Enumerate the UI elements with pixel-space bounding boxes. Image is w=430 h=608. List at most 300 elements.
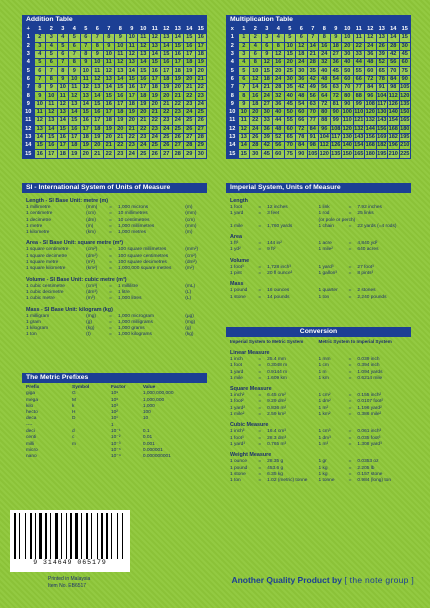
addition-cell: 5 [69,34,81,42]
addition-cell: 16 [126,84,138,92]
multiplication-cell: 15 [284,50,296,58]
conversion-cell: = [348,429,352,435]
multiplication-cell: 66 [296,117,308,125]
addition-cell: 24 [126,150,138,158]
multiplication-cell: 36 [365,50,377,58]
imperial-cell: 1 acre [318,241,332,247]
barcode-bar [17,513,18,559]
addition-cell: 15 [184,34,196,42]
multiplication-cell: 156 [365,134,375,140]
prefix-title: The Metric Prefixes [22,373,207,383]
multiplication-cell: 65 [284,133,296,141]
multiplication-header-cell: 13 [376,26,388,34]
imperial-cell: 1 foot³ [230,264,244,270]
addition-cell: 20 [161,92,173,100]
barcode-bar [55,513,58,559]
imperial-cell: = [348,264,352,270]
barcode-bar [106,513,108,559]
si-cell: 1 cubic metre [26,296,55,302]
addition-header-cell: 13 [172,26,184,34]
barcode-bar [48,513,49,559]
addition-cell: 20 [195,67,207,75]
multiplication-cell: 80 [342,92,354,100]
addition-cell: 25 [184,117,196,125]
si-cell: = [109,319,112,325]
si-cell: 1 decimetre [26,217,52,223]
multiplication-cell: 18 [250,100,262,108]
conversion-cell: 0.9144 m [267,369,288,375]
addition-cell: 17 [80,125,92,133]
multiplication-cell: 96 [365,92,377,100]
addition-cell: 15 [23,150,35,158]
addition-cell: 14 [57,117,69,125]
addition-cell: 21 [161,100,173,108]
conversion-cell: 1 inch [230,357,243,362]
prefix-body [22,383,207,463]
conversion-cell: 1 inch³ [230,429,245,435]
multiplication-cell: 25 [284,67,296,75]
conversion-cell: 1 yard [230,369,244,375]
si-cell: (g) [185,326,192,332]
addition-cell: 12 [126,50,138,58]
barcode-bar [68,513,69,559]
multiplication-cell: 48 [296,92,308,100]
multiplication-cell: 28 [388,42,400,50]
multiplication-cell: 15 [238,150,250,158]
conversion-row [230,442,407,448]
si-cell: (µg) [185,313,194,319]
multiplication-cell: 112 [319,142,329,149]
addition-cell: 28 [195,133,207,141]
barcode-bar [104,513,105,559]
multiplication-cell: 35 [307,67,319,75]
multiplication-cell: 135 [331,150,341,157]
imperial-cell: = [258,241,262,247]
multiplication-cell: 72 [365,75,377,83]
multiplication-cell: 39 [261,133,273,141]
multiplication-cell: 66 [353,75,365,83]
multiplication-row [227,75,411,83]
imperial-cell: 27 foot³ [357,264,374,270]
addition-cell: 22 [195,84,207,92]
multiplication-cell: 24 [296,59,308,67]
imperial-cell: 1 ton [318,294,330,300]
addition-table [22,25,207,159]
addition-header-cell: 4 [69,26,81,34]
conversion-cell: 0.3048 m [267,363,288,369]
addition-header-cell: 9 [126,26,138,34]
conversion-cell: 1 mile² [230,412,245,418]
multiplication-header-cell: 14 [388,26,400,34]
multiplication-cell: 56 [388,59,400,67]
multiplication-cell: 27 [330,50,342,58]
conversion-cell: 1 stone [230,471,246,477]
multiplication-cell: 54 [296,100,308,108]
multiplication-cell: 130 [377,109,387,116]
imperial-group-heading: Volume [230,257,250,264]
multiplication-cell: 14 [388,34,400,42]
addition-cell: 23 [126,142,138,150]
addition-cell: 25 [195,108,207,116]
si-row [26,230,203,236]
conversion-cell: = [258,412,262,418]
multiplication-row [227,42,411,50]
si-cell: (t) [86,332,91,338]
addition-cell: 4 [23,59,35,67]
addition-header-cell: 6 [92,26,104,34]
multiplication-cell: 180 [400,125,410,132]
si-cell: 1 metre [26,223,43,229]
imperial-cell: = [258,205,262,210]
multiplication-cell: 132 [354,125,364,132]
conversion-cell: = [258,465,262,471]
multiplication-cell: 10 [250,67,262,75]
multiplication-cell: 4 [250,42,262,50]
multiplication-cell: 40 [319,67,331,75]
multiplication-cell: 30 [284,75,296,83]
addition-cell: 17 [57,142,69,150]
multiplication-row [227,92,411,100]
multiplication-row [227,50,411,58]
addition-cell: 17 [46,150,58,158]
addition-cell: 14 [92,92,104,100]
multiplication-header-cell: 5 [284,26,296,34]
addition-row [23,59,207,67]
addition-cell: 8 [34,84,46,92]
addition-cell: 21 [138,117,150,125]
conversion-cell: = [258,369,262,375]
addition-cell: 15 [92,100,104,108]
addition-cell: 7 [69,50,81,58]
multiplication-cell: 130 [342,134,352,140]
si-cell: = [109,205,112,210]
addition-cell: 15 [69,117,81,125]
multiplication-cell: 63 [307,100,319,108]
multiplication-cell: 56 [273,142,285,150]
multiplication-cell: 21 [307,50,319,58]
prefix-cell: mega [26,397,38,403]
multiplication-cell: 169 [377,134,387,140]
addition-cell: 18 [57,150,69,158]
conversion-cell: = [348,369,352,375]
addition-cell: 11 [69,84,81,92]
conversion-cell: 1 cm [318,363,329,369]
multiplication-header-cell: 12 [365,26,377,34]
multiplication-cell: 45 [330,67,342,75]
prefix-cell: 10² [110,410,118,416]
multiplication-cell: 9 [330,34,342,42]
prefix-cell: 0.000001 [142,447,163,453]
conversion-cell: = [258,441,262,447]
addition-cell: 14 [80,100,92,108]
si-cell: (dm³) [86,289,98,295]
barcode-bar [75,513,78,559]
conversion-section [226,327,411,484]
multiplication-title: Multiplication Table [226,15,411,25]
conversion-cell: 0.155 inch² [357,393,382,399]
imperial-cell: = [348,288,352,294]
multiplication-cell: 50 [342,67,354,75]
addition-cell: 28 [172,150,184,158]
imperial-cell: 1 chain [318,223,334,229]
si-cell: (mg) [86,313,97,319]
addition-cell: 6 [23,75,35,83]
si-cell: 1,000 millimetres [118,223,155,229]
barcode-bar [93,513,96,559]
conversion-cell: 1 m [318,369,327,375]
addition-cell: 8 [23,92,35,100]
si-cell: = [109,211,112,217]
multiplication-cell: 70 [342,84,354,92]
addition-cell: 25 [172,125,184,133]
barcode-bar [37,513,38,559]
prefix-cell: 10⁹ [110,391,119,397]
prefix-cell: 1 [110,422,114,428]
si-cell: (km²) [86,266,98,272]
addition-cell: 15 [80,108,92,116]
conversion-cell: = [258,393,262,399]
addition-cell: 15 [46,133,58,141]
addition-cell: 6 [46,59,58,67]
imperial-cell: 2 stones [357,288,376,294]
si-cell: (cm) [86,211,96,217]
conversion-cell: = [258,375,262,381]
prefix-column-header: Symbol [72,385,90,390]
barcode-bar [113,513,116,559]
si-cell: (mm) [185,211,197,217]
si-cell: (L) [185,296,192,302]
prefix-cell: micro [26,447,38,453]
conversion-group-heading: Linear Measure [230,350,270,356]
si-body [22,193,207,340]
multiplication-cell: 6 [296,34,308,42]
conversion-col-left: Imperial System to Metric System [230,339,304,344]
addition-cell: 24 [195,100,207,108]
multiplication-cell: 49 [307,84,319,92]
addition-cell: 17 [69,133,81,141]
multiplication-cell: 48 [365,59,377,67]
multiplication-cell: 90 [330,108,342,116]
addition-cell: 13 [149,42,161,50]
addition-cell: 24 [184,108,196,116]
multiplication-cell: 81 [330,100,342,108]
multiplication-cell: 99 [353,100,365,108]
addition-cell: 28 [184,142,196,150]
addition-cell: 5 [23,67,35,75]
conversion-cell: 1.196 yard² [357,405,382,411]
multiplication-cell: 60 [342,75,354,83]
addition-header-cell: 2 [46,26,58,34]
conversion-cell: = [348,459,352,465]
imperial-cell: = [348,211,352,217]
multiplication-cell: 108 [331,125,341,132]
addition-cell: 14 [69,108,81,116]
addition-row [23,42,207,50]
si-cell: 1 square centimetre [26,247,69,253]
multiplication-cell: 2 [250,34,262,42]
addition-cell: 11 [103,59,115,67]
conversion-cell: 1 m³ [318,441,329,447]
multiplication-cell: 28 [250,142,262,150]
si-cell: 1 square kilometre [26,266,66,272]
imperial-cell: 1 foot [230,205,243,210]
addition-cell: 18 [161,75,173,83]
prefix-cell: kilo [26,403,34,409]
multiplication-row [227,142,411,150]
addition-cell: 18 [103,117,115,125]
addition-cell: 18 [69,142,81,150]
addition-cell: 4 [46,42,58,50]
imperial-cell: 25 links [357,211,374,217]
multiplication-cell: 20 [342,42,354,50]
barcode-bar [66,513,67,559]
si-cell: 100 square decimetres [118,260,167,266]
multiplication-cell: 50 [284,108,296,116]
conversion-cell: 0.061 inch³ [357,429,382,435]
conversion-cell: 28.35 g [267,459,284,465]
conversion-cell: = [348,393,352,399]
addition-cell: 30 [195,150,207,158]
addition-cell: 23 [115,150,127,158]
addition-cell: 12 [46,108,58,116]
multiplication-cell: 16 [319,42,331,50]
multiplication-cell: 70 [388,67,400,75]
addition-cell: 7 [80,42,92,50]
multiplication-cell: 40 [284,92,296,100]
addition-cell: 12 [57,100,69,108]
addition-cell: 16 [69,125,81,133]
multiplication-cell: 65 [376,67,388,75]
addition-row [23,84,207,92]
multiplication-cell: 42 [307,75,319,83]
addition-cell: 22 [184,92,196,100]
si-cell: (dm²) [185,260,197,266]
addition-cell: 20 [103,133,115,141]
multiplication-cell: 140 [342,142,352,149]
addition-row [23,75,207,83]
multiplication-cell: 13 [376,34,388,42]
addition-cell: 23 [149,125,161,133]
multiplication-cell: 36 [273,100,285,108]
addition-cell: 27 [195,125,207,133]
multiplication-cell: 26 [250,133,262,141]
addition-cell: 10 [69,75,81,83]
conversion-cell: 1 gr [318,459,327,465]
multiplication-cell: 14 [227,142,239,150]
multiplication-cell: 20 [284,59,296,67]
barcode [10,510,130,572]
si-cell: (cm²) [86,247,98,253]
si-row [26,266,203,272]
addition-cell: 13 [57,108,69,116]
multiplication-cell: 77 [307,117,319,125]
conversion-cell: = [258,399,262,405]
imperial-cell: = [258,211,262,217]
addition-cell: 21 [172,92,184,100]
multiplication-cell: 52 [273,133,285,141]
multiplication-table [226,25,411,159]
addition-cell: 20 [92,142,104,150]
multiplication-cell: 210 [400,142,410,149]
multiplication-cell: 42 [261,142,273,150]
multiplication-cell: 26 [376,42,388,50]
multiplication-cell: 40 [273,108,285,116]
addition-header-cell: 3 [57,26,69,34]
multiplication-cell: 10 [342,34,354,42]
addition-header-cell: 15 [195,26,207,34]
multiplication-cell: 121 [354,117,364,124]
si-cell: (g) [86,319,93,325]
multiplication-cell: 55 [284,117,296,125]
multiplication-cell: 117 [377,100,387,107]
multiplication-cell: 24 [319,50,331,58]
multiplication-cell: 165 [400,117,410,124]
imperial-cell: = [348,247,352,253]
barcode-bar [70,513,72,559]
multiplication-cell: 12 [365,34,377,42]
si-group-heading: Length - SI Base Unit: metre (m) [26,198,109,204]
addition-cell: 13 [161,34,173,42]
imperial-cell: 1 mile² [318,247,333,253]
conversion-cell: 0.6214 mile [357,375,383,381]
conversion-cell: = [258,363,262,369]
multiplication-cell: 8 [273,42,285,50]
addition-cell: 9 [115,34,127,42]
si-cell: (cm) [185,217,195,223]
si-cell: 1,000 metres [118,230,147,236]
si-cell: 1,000 microns [118,205,149,210]
multiplication-header-cell: 11 [353,26,365,34]
imperial-cell: 1 rod [318,211,330,217]
addition-cell: 7 [46,67,58,75]
prefix-cell: centi [26,435,37,441]
addition-corner-cell: + [23,26,35,34]
made-in-text: Printed in Malaysia [48,576,91,582]
addition-cell: 7 [23,84,35,92]
multiplication-cell: 36 [261,125,273,133]
multiplication-cell: 10 [238,108,250,116]
multiplication-cell: 165 [354,150,364,157]
multiplication-cell: 104 [319,134,329,140]
addition-cell: 6 [80,34,92,42]
multiplication-cell: 35 [284,84,296,92]
multiplication-cell: 11 [353,34,365,42]
addition-header-cell: 11 [149,26,161,34]
addition-cell: 14 [161,42,173,50]
multiplication-cell: 1 [227,34,239,42]
conversion-cell: 1 yard² [230,405,245,411]
addition-cell: 8 [103,34,115,42]
imperial-cell: 1 yd² [230,247,241,253]
imperial-cell: = [258,223,262,229]
addition-cell: 13 [34,125,46,133]
addition-cell: 16 [149,67,161,75]
imperial-cell: 9 ft² [267,247,276,253]
conversion-cell: 2.59 km² [267,412,286,418]
conversion-cell: 1 dm³ [318,435,331,441]
si-cell: 1 kilogram [26,326,49,332]
prefix-cell: 1,000,000 [142,397,165,403]
addition-cell: 12 [138,42,150,50]
prefix-cell: deca [26,416,37,422]
multiplication-cell: 154 [354,142,364,149]
conversion-cell: 0.765 m³ [267,441,287,447]
item-number: Item No. EB6517 [48,583,87,589]
barcode-bar [50,513,51,559]
multiplication-cell: 42 [388,50,400,58]
addition-cell: 15 [115,84,127,92]
multiplication-cell: 180 [365,150,375,157]
